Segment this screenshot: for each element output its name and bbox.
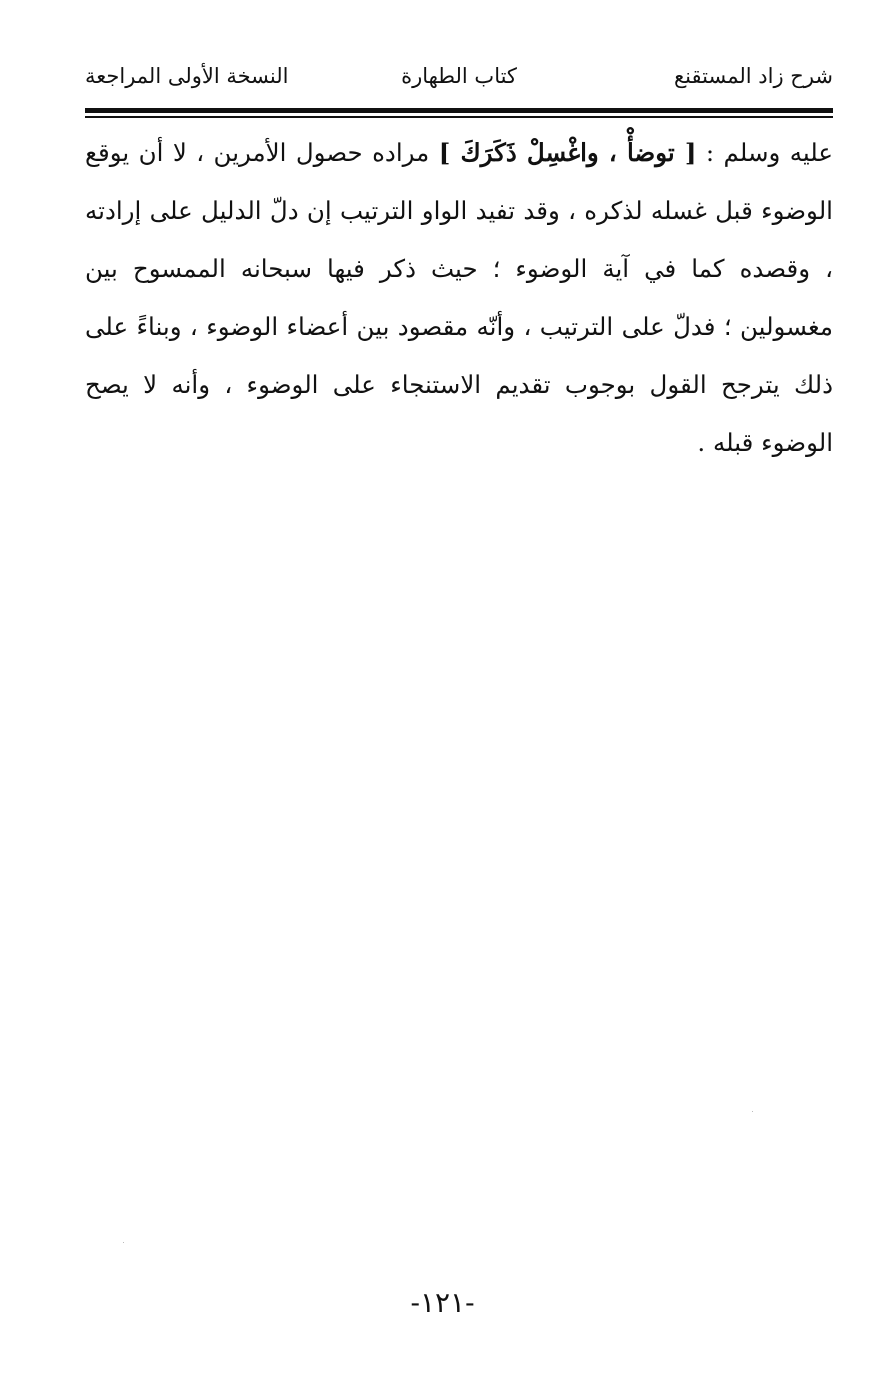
body-line-4: مغسولين ؛ فدلّ على الترتيب ، وأنّه مقصود بين أعضاء الوضوء ، وبناءً على: [85, 312, 833, 341]
header-book-title: شرح زاد المستقنع: [674, 64, 833, 88]
body-line-1-before: عليه وسلم :: [705, 138, 833, 167]
header-chapter: كتاب الطهارة: [401, 64, 517, 88]
body-line-6: الوضوء قبله .: [697, 428, 833, 457]
header-edition: النسخة الأولى المراجعة: [85, 64, 289, 88]
body-line-5: ذلك يترجح القول بوجوب تقديم الاستنجاء على الوضوء ، وأنه لا يصح: [85, 370, 833, 399]
body-line-1-after: مراده حصول الأمرين ، لا أن يوقع: [85, 138, 430, 167]
header-rule-thick: [85, 108, 833, 113]
body-line-2: الوضوء قبل غسله لذكره ، وقد تفيد الواو الترتيب إن دلّ الدليل على إرادته: [85, 196, 833, 225]
body-paragraph: [85, 124, 833, 472]
header-rule-thin: [85, 116, 833, 118]
scan-speck: [123, 1242, 124, 1243]
scan-speck: [752, 1111, 753, 1112]
body-line-3: ، وقصده كما في آية الوضوء ؛ حيث ذكر فيها سبحانه الممسوح بين: [85, 254, 833, 283]
hadith-quote: [ توضأْ ، واغْسِلْ ذَكَرَكَ ]: [438, 138, 697, 167]
body-line-1: [85, 124, 833, 182]
page-number: -١٢١-: [410, 1286, 475, 1319]
running-header: [85, 60, 833, 100]
